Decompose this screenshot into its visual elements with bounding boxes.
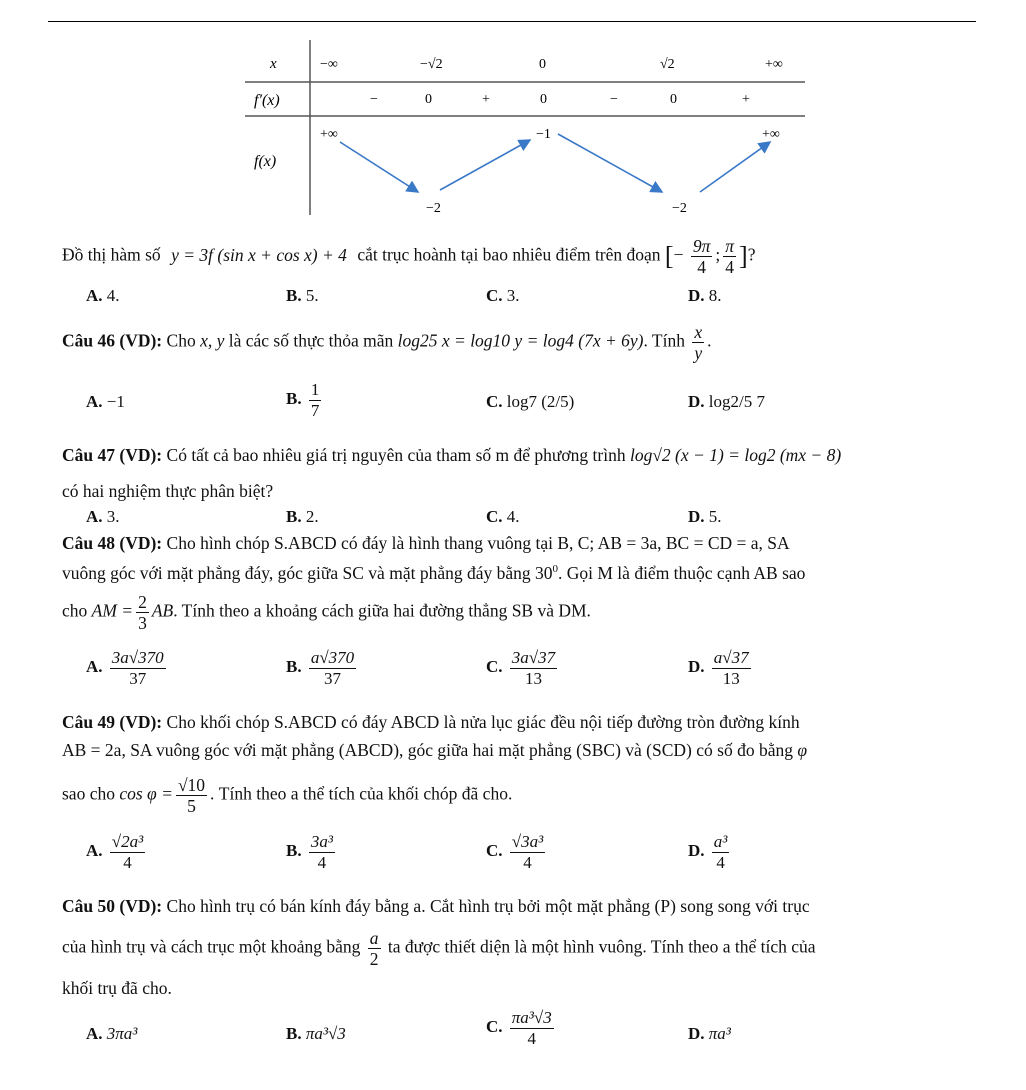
q50-question-line2: của hình trụ và cách trục một khoảng bằng $\frac{a}{2}$ ta được thiết diện là một hình vuông. Tính theo a thể tích của	[62, 928, 816, 970]
f-value: −2	[672, 201, 687, 216]
fp-label: f′(x)	[254, 92, 280, 109]
q50-option-c[interactable]: C. $\frac{\text{πa³√3}}{4}$	[486, 1008, 552, 1048]
increase-arrow	[440, 140, 530, 190]
q48-question-line3: cho AM = $\frac{2}{3}$ AB. Tính theo a khoảng cách giữa hai đường thẳng SB và DM.	[62, 592, 591, 634]
decrease-arrow	[558, 134, 662, 192]
q47-equation: log√2 (x − 1) = log2 (mx − 8)	[629, 445, 842, 465]
q46-option-a[interactable]: A. −1	[86, 392, 125, 411]
q45-expression: y = 3f (sin x + cos x) + 4	[171, 244, 347, 265]
q49-option-d[interactable]: D. $\frac{\text{a³}}{4}$	[688, 832, 728, 872]
q47-question: Câu 47 (VD): Có tất cả bao nhiêu giá trị nguyên của tham số m để phương trình log√2 (x − 1) = log2 (mx − 8)	[62, 445, 842, 465]
x-label: x	[270, 56, 277, 72]
q45-option-d[interactable]: D. 8.	[688, 286, 722, 305]
q45-option-b[interactable]: B. 5.	[286, 286, 319, 305]
f-value: −1	[536, 127, 551, 142]
q50-question: Câu 50 (VD): Cho hình trụ có bán kính đáy bằng a. Cắt hình trụ bởi một mặt phẳng (P) song song với trục	[62, 896, 810, 916]
x-value: −√2	[420, 57, 443, 72]
q48-question-line2: vuông góc với mặt phẳng đáy, góc giữa SC và mặt phẳng đáy bằng $30^0$. Gọi M là điểm thuộc cạnh AB sao	[62, 563, 806, 583]
x-value: √2	[660, 57, 675, 72]
q45-option-c[interactable]: C. 3.	[486, 286, 520, 305]
q48-heading: Câu 48 (VD):	[62, 533, 163, 553]
q50-question-line3: khối trụ đã cho.	[62, 978, 172, 998]
f-label: f(x)	[254, 153, 277, 170]
q48-option-b[interactable]: B. $\frac{a√370}{37}$	[286, 648, 355, 688]
increase-arrow	[700, 142, 770, 192]
q49-option-b[interactable]: B. $\frac{\text{3a³}}{4}$	[286, 832, 333, 872]
f-value: −2	[426, 201, 441, 216]
fp-sign: +	[742, 92, 750, 107]
q47-heading: Câu 47 (VD):	[62, 445, 163, 465]
f-value: +∞	[762, 127, 780, 142]
q50-option-d[interactable]: D. πa³	[688, 1024, 731, 1043]
fp-sign: 0	[540, 92, 547, 107]
decrease-arrow	[340, 142, 418, 192]
q46-option-b[interactable]: B. $\frac{1}{7}$	[286, 380, 320, 420]
q47-option-a[interactable]: A. 3.	[86, 507, 120, 526]
q48-option-d[interactable]: D. $\frac{a√37}{13}$	[688, 648, 749, 688]
q47-option-b[interactable]: B. 2.	[286, 507, 319, 526]
q50-option-b[interactable]: B. πa³√3	[286, 1024, 346, 1043]
fp-sign: 0	[670, 92, 677, 107]
q46-heading: Câu 46 (VD):	[62, 330, 163, 351]
variation-table	[240, 40, 810, 220]
q45-option-a[interactable]: A. 4.	[86, 286, 120, 305]
fp-sign: −	[610, 92, 618, 107]
q49-question-line3: sao cho cos φ = $\frac{√10}{5}$ . Tính theo a thể tích của khối chóp đã cho.	[62, 775, 513, 817]
q49-option-a[interactable]: A. $\frac{\text{√2a³}}{4}$	[86, 832, 144, 872]
q47-option-c[interactable]: C. 4.	[486, 507, 520, 526]
q49-question-line2: AB = 2a, SA vuông góc với mặt phẳng (ABCD), góc giữa hai mặt phẳng (SBC) và (SCD) có số đo bằng φ	[62, 740, 808, 760]
q46-option-d[interactable]: D. log2/5 7	[688, 392, 765, 411]
x-value: +∞	[765, 57, 783, 72]
header-rule	[48, 21, 976, 22]
x-value: −∞	[320, 57, 338, 72]
q45-question: Đồ thị hàm số y = 3f (sin x + cos x) + 4 cắt trục hoành tại bao nhiêu điểm trên đoạn [− $\frac{9\pi}{4}$ ; $\frac{\pi}{4}$ ]?	[62, 236, 756, 278]
fp-sign: 0	[425, 92, 432, 107]
q46-equation: log25 x = log10 y = log4 (7x + 6y)	[397, 330, 644, 351]
q49-option-c[interactable]: C. $\frac{\text{√3a³}}{4}$	[486, 832, 544, 872]
q47-option-d[interactable]: D. 5.	[688, 507, 722, 526]
q49-question: Câu 49 (VD): Cho khối chóp S.ABCD có đáy ABCD là nửa lục giác đều nội tiếp đường tròn đường kính	[62, 712, 800, 732]
x-value: 0	[539, 57, 546, 72]
q50-heading: Câu 50 (VD):	[62, 896, 163, 916]
q48-option-c[interactable]: C. $\frac{3a√37}{13}$	[486, 648, 556, 688]
f-value: +∞	[320, 127, 338, 142]
q50-option-a[interactable]: A. 3πa³	[86, 1024, 138, 1043]
q46-option-c[interactable]: C. log7 (2/5)	[486, 392, 575, 411]
fp-sign: +	[482, 92, 490, 107]
fp-sign: −	[370, 92, 378, 107]
q46-question: Câu 46 (VD): Cho x, y là các số thực thỏa mãn log25 x = log10 y = log4 (7x + 6y). Tính $\frac{x}{y}$ .	[62, 322, 712, 364]
q48-option-a[interactable]: A. $\frac{3a√370}{37}$	[86, 648, 164, 688]
q49-heading: Câu 49 (VD):	[62, 712, 163, 732]
q48-question: Câu 48 (VD): Cho hình chóp S.ABCD có đáy là hình thang vuông tại B, C; AB = 3a, BC = CD = a, SA	[62, 533, 790, 553]
q47-question-cont: có hai nghiệm thực phân biệt?	[62, 481, 274, 501]
